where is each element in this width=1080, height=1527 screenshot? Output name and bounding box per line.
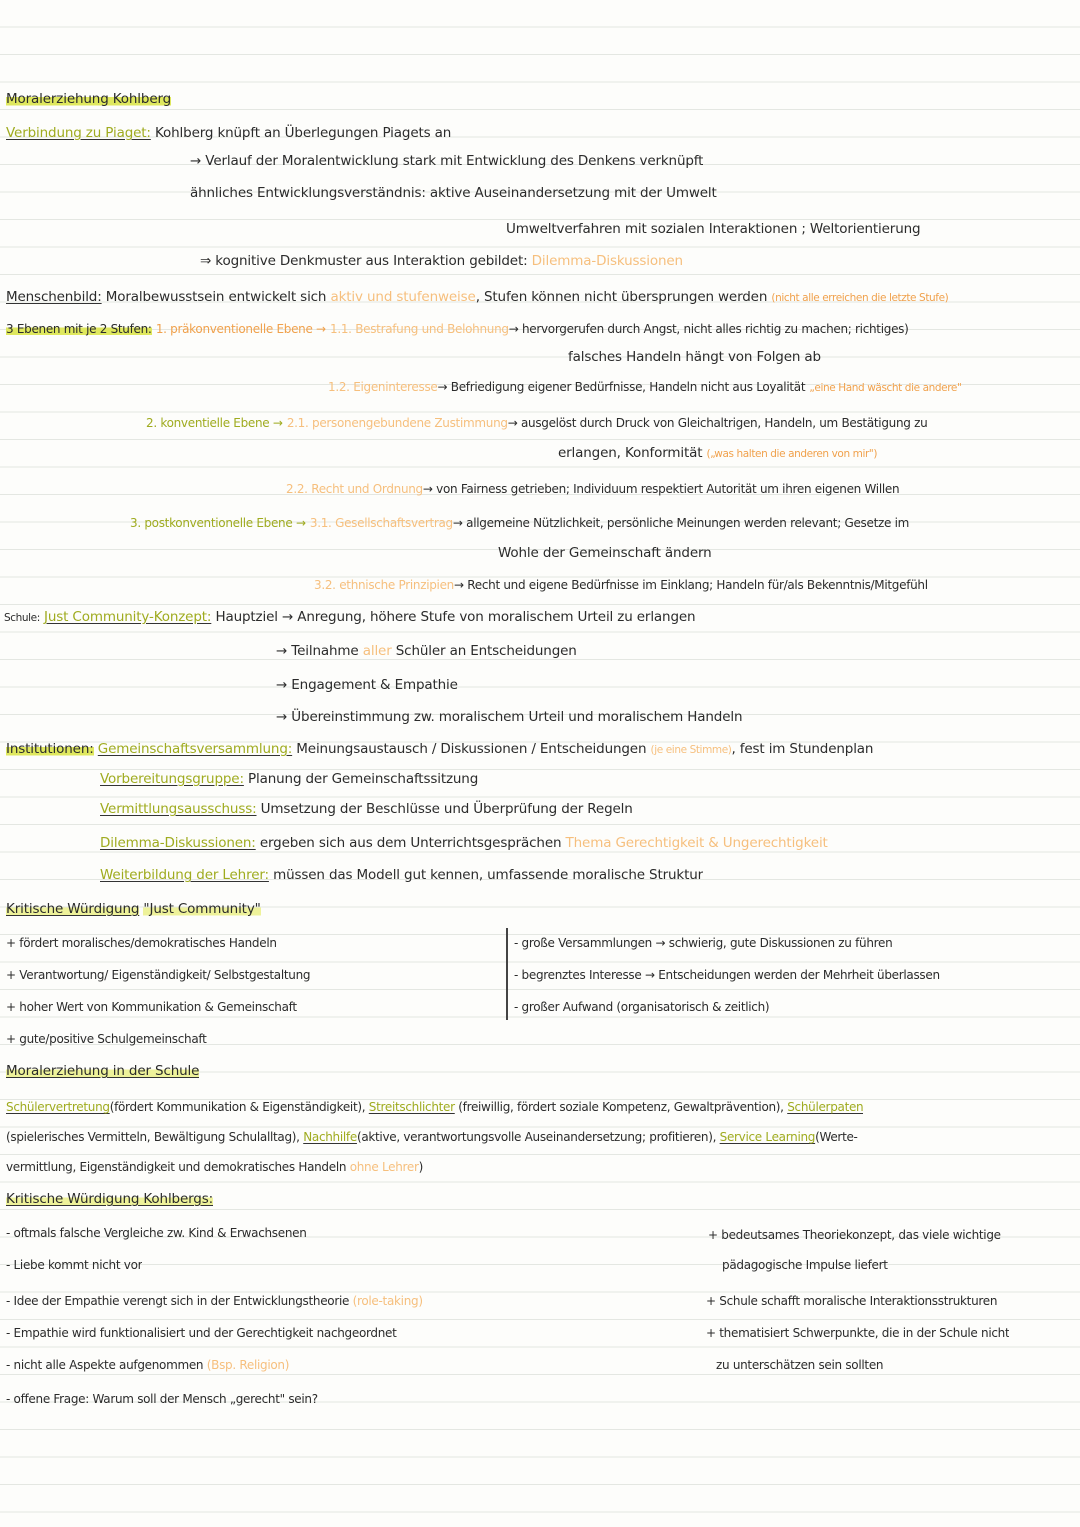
stage-11-line-2: falsches Handeln hängt von Folgen ab: [568, 349, 821, 365]
kritik-jc-plus-1: + fördert moralisches/demokratisches Handeln: [6, 936, 277, 950]
piaget-line-5: ⇒ kognitive Denkmuster aus Interaktion gebildet: Dilemma-Diskussionen: [200, 253, 683, 269]
stage-12-line: 1.2. Eigeninteresse→ Befriedigung eigener Bedürfnisse, Handeln nicht aus Loyalität „eine Hand wäscht die andere": [328, 380, 962, 394]
menschenbild-line: Menschenbild: Moralbewusstsein entwickelt sich aktiv und stufenweise, Stufen können nicht übersprungen werden (nicht alle erreichen die letzte Stufe): [6, 289, 949, 305]
schule-title: Moralerziehung in der Schule: [6, 1063, 200, 1079]
kritik-kohlberg-minus-3: - Idee der Empathie verengt sich in der Entwicklungstheorie (role-taking): [6, 1294, 423, 1308]
kritik-kohlberg-plus-3b: zu unterschätzen sein sollten: [716, 1358, 884, 1372]
just-community-line-4: → Übereinstimmung zw. moralischem Urteil und moralischem Handeln: [276, 709, 743, 725]
piaget-line-2: → Verlauf der Moralentwicklung stark mit Entwicklung des Denkens verknüpft: [190, 153, 704, 169]
institutionen-label: Institutionen:: [6, 741, 94, 757]
just-community-line-3: → Engagement & Empathie: [276, 677, 458, 693]
institution-2: Vorbereitungsgruppe: Planung der Gemeinschaftssitzung: [100, 771, 479, 787]
kritik-kohlberg-minus-4: - Empathie wird funktionalisiert und der Gerechtigkeit nachgeordnet: [6, 1326, 397, 1340]
schule-line-3: vermittlung, Eigenständigkeit und demokratisches Handeln ohne Lehrer): [6, 1160, 423, 1174]
schule-line-1: Schülervertretung(fördert Kommunikation & Eigenständigkeit), Streitschlichter (freiwillig, fördert soziale Kompetenz, Gewaltprävention), Schülerpaten: [6, 1100, 864, 1114]
piaget-label: Verbindung zu Piaget:: [6, 125, 151, 141]
stage-32-line: 3.2. ethnische Prinzipien→ Recht und eigene Bedürfnisse im Einklang; Handeln für/als Bekenntnis/Mitgefühl: [314, 578, 928, 592]
stage-22-line: 2.2. Recht und Ordnung→ von Fairness getrieben; Individuum respektiert Autorität um ihren eigenen Willen: [286, 482, 900, 496]
kritik-kohlberg-minus-6: - offene Frage: Warum soll der Mensch „gerecht" sein?: [6, 1392, 318, 1406]
institution-3: Vermittlungsausschuss: Umsetzung der Beschlüsse und Überprüfung der Regeln: [100, 801, 633, 817]
kritik-kohlberg-plus-3: + thematisiert Schwerpunkte, die in der Schule nicht: [706, 1326, 1010, 1340]
stage-21-line-2: erlangen, Konformität („was halten die anderen von mir"): [558, 445, 878, 461]
kritik-kohlberg-title: Kritische Würdigung Kohlbergs:: [6, 1191, 213, 1207]
schule-line-2: (spielerisches Vermitteln, Bewältigung Schulalltag), Nachhilfe(aktive, verantwortungsvolle Auseinandersetzung; profitieren), Service Learning(Werte-: [6, 1130, 858, 1144]
kritik-jc-minus-1: - große Versammlungen → schwierig, gute Diskussionen zu führen: [514, 936, 893, 950]
kritik-kohlberg-plus-2: + Schule schafft moralische Interaktionsstrukturen: [706, 1294, 998, 1308]
kritik-jc-minus-2: - begrenztes Interesse → Entscheidungen werden der Mehrheit überlassen: [514, 968, 940, 982]
stage-31-line-2: Wohle der Gemeinschaft ändern: [498, 545, 712, 561]
kritik-kohlberg-plus-1b: pädagogische Impulse liefert: [722, 1258, 888, 1272]
piaget-line-3: ähnliches Entwicklungsverständnis: aktive Auseinandersetzung mit der Umwelt: [190, 185, 717, 201]
just-community-label: Just Community-Konzept:: [44, 609, 212, 625]
page-title: Moralerziehung Kohlberg: [6, 91, 172, 107]
institutionen-line-1: Institutionen: Gemeinschaftsversammlung: Meinungsaustausch / Diskussionen / Entscheidungen (je eine Stimme), fest im Stundenplan: [6, 741, 874, 757]
kritik-jc-title: Kritische Würdigung "Just Community": [6, 901, 261, 917]
institution-4: Dilemma-Diskussionen: ergeben sich aus dem Unterrichtsgesprächen Thema Gerechtigkeit & Ungerechtigkeit: [100, 835, 828, 851]
kritik-kohlberg-minus-2: - Liebe kommt nicht vor: [6, 1258, 143, 1272]
stage-21-line: 2. konventielle Ebene → 2.1. personengebundene Zustimmung→ ausgelöst durch Druck von Gleichaltrigen, Handeln, um Bestätigung zu: [146, 416, 928, 430]
kritik-jc-minus-3: - großer Aufwand (organisatorisch & zeitlich): [514, 1000, 770, 1014]
kritik-kohlberg-plus-1: + bedeutsames Theoriekonzept, das viele wichtige: [708, 1228, 1001, 1242]
institution-5: Weiterbildung der Lehrer: müssen das Modell gut kennen, umfassende moralische Struktur: [100, 867, 704, 883]
kritik-jc-plus-3: + hoher Wert von Kommunikation & Gemeinschaft: [6, 1000, 297, 1014]
kritik-kohlberg-minus-5: - nicht alle Aspekte aufgenommen (Bsp. Religion): [6, 1358, 290, 1372]
kritik-jc-divider: [506, 928, 508, 1020]
menschenbild-label: Menschenbild:: [6, 289, 102, 305]
kritik-jc-plus-2: + Verantwortung/ Eigenständigkeit/ Selbstgestaltung: [6, 968, 311, 982]
stages-line-1: 3 Ebenen mit je 2 Stufen: 1. präkonventionelle Ebene → 1.1. Bestrafung und Belohnung→ hervorgerufen durch Angst, nicht alles richtig zu machen; richtiges): [6, 322, 909, 336]
kritik-jc-plus-4: + gute/positive Schulgemeinschaft: [6, 1032, 207, 1046]
kritik-kohlberg-minus-1: - oftmals falsche Vergleiche zw. Kind & Erwachsenen: [6, 1226, 307, 1240]
piaget-line-1: Verbindung zu Piaget: Kohlberg knüpft an Überlegungen Piagets an: [6, 125, 452, 141]
stage-31-line: 3. postkonventionelle Ebene → 3.1. Gesellschaftsvertrag→ allgemeine Nützlichkeit, persönliche Meinungen werden relevant; Gesetze im: [130, 516, 910, 530]
piaget-line-4: Umweltverfahren mit sozialen Interaktionen ; Weltorientierung: [506, 221, 921, 237]
stages-label: 3 Ebenen mit je 2 Stufen:: [6, 322, 152, 336]
just-community-line-1: Schule: Just Community-Konzept: Hauptziel → Anregung, höhere Stufe von moralischem Urteil zu erlangen: [4, 609, 696, 625]
just-community-line-2: → Teilnahme aller Schüler an Entscheidungen: [276, 643, 577, 659]
